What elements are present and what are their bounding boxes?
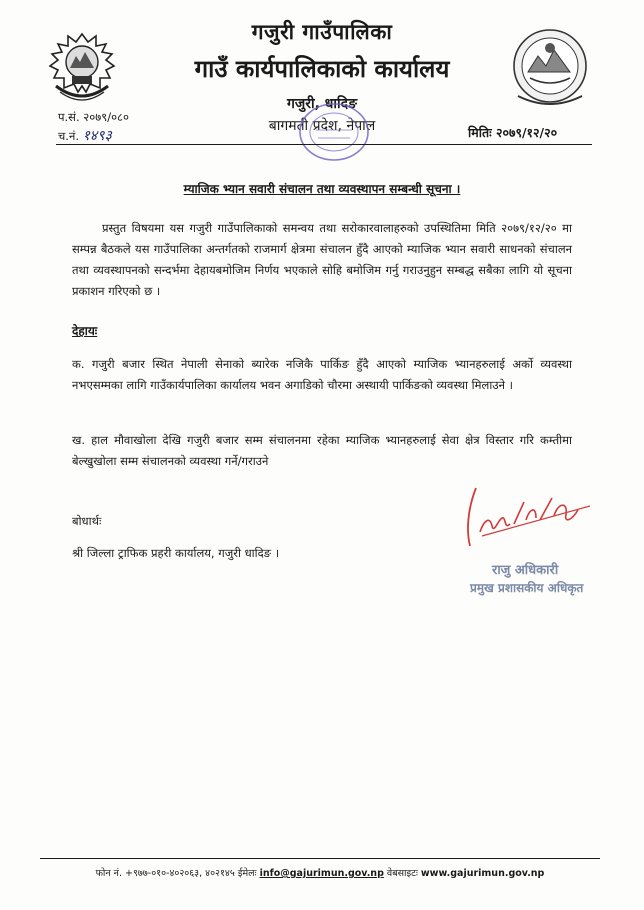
dispatch-number [58, 126, 112, 145]
signature-icon [440, 480, 600, 550]
notice-subject [0, 180, 644, 197]
signatory-post: प्रमुख प्रशासकीय अधिकृत [470, 581, 584, 595]
footer-website-link[interactable]: www.gajurimun.gov.np [420, 868, 545, 879]
decision-point-ka: क. गजुरी बजार स्थित नेपाली सेनाको ब्यारेक नजिकै पार्किङ हुँदै आएको म्याजिक भ्यानहरुलाई अर्को व्यवस्था नभएसम्मका लागि गाउँकार्यपालिका कार्यालय भवन अगाडिको चौरमा अस्थायी पार्किङको व्यवस्था मिलाउने । [72, 357, 572, 392]
notice-subject-text: म्याजिक भ्यान सवारी संचालन तथा व्यवस्थापन सम्बन्धी सूचना । [183, 182, 461, 196]
office-province: बागमती प्रदेश, नेपाल [268, 118, 376, 134]
dispatch-value: १४९३ [82, 128, 112, 144]
municipality-name: गजुरी गाउँपालिका [251, 20, 393, 44]
header-divider [56, 144, 592, 145]
office-name: गाउँ कार्यपालिकाको कार्यालय [194, 55, 450, 83]
decision-heading: देहायः [72, 324, 98, 338]
signatory-name: राजु अधिकारी [492, 563, 559, 578]
footer-phone: फोन नं. +९७७-०१०-४०२०६३, ४०२१४५ [95, 868, 235, 879]
footer-website-label: वेबसाइटः [386, 868, 418, 879]
footer-email-label: ईमेलः [237, 868, 257, 879]
body-paragraph: प्रस्तुत विषयमा यस गजुरी गाउँपालिकाको समन्वय तथा सरोकारवालाहरुको उपस्थितिमा मिति २०७९/१२/२० मा सम्पन्न बैठकले यस गाउँपालिका अन्तर्गतको राजमार्ग क्षेत्रमा संचालन हुँदै आएको म्याजिक भ्यान सवारी साधनको संचालन तथा व्यवस्थापनको सन्दर्भमा देहायबमोजिम निर्णय भएकाले सोहि बमोजिम गर्नु गराउनुहुन सम्बद्ध सबैका लागि यो सूचना प्रकाशन गरिएको छ । [72, 221, 572, 298]
office-address: गजुरी, धादिङ [286, 96, 358, 112]
cc-recipient: श्री जिल्ला ट्राफिक प्रहरी कार्यालय, गजुरी धादिङ । [72, 546, 280, 560]
dispatch-label: च.नं. [58, 129, 79, 143]
decision-point-kha: ख. हाल मौवाखोला देखि गजुरी बजार सम्म संचालनमा रहेका म्याजिक भ्यानहरुलाई सेवा क्षेत्र विस्तार गरि कम्तीमा बेल्खुखोला सम्म संचालनको व्यवस्था गर्ने/गराउने [72, 433, 572, 468]
fiscal-year: प.सं. २०७९/०८० [58, 110, 130, 124]
contact-footer [40, 866, 600, 879]
footer-divider [40, 858, 600, 859]
footer-email-link[interactable]: info@gajurimun.gov.np [259, 868, 384, 879]
letter-date: मितिः २०७९/१२/२० [468, 125, 558, 140]
office-stamp-icon [296, 100, 372, 164]
cc-heading: बोधार्थः [72, 514, 102, 528]
